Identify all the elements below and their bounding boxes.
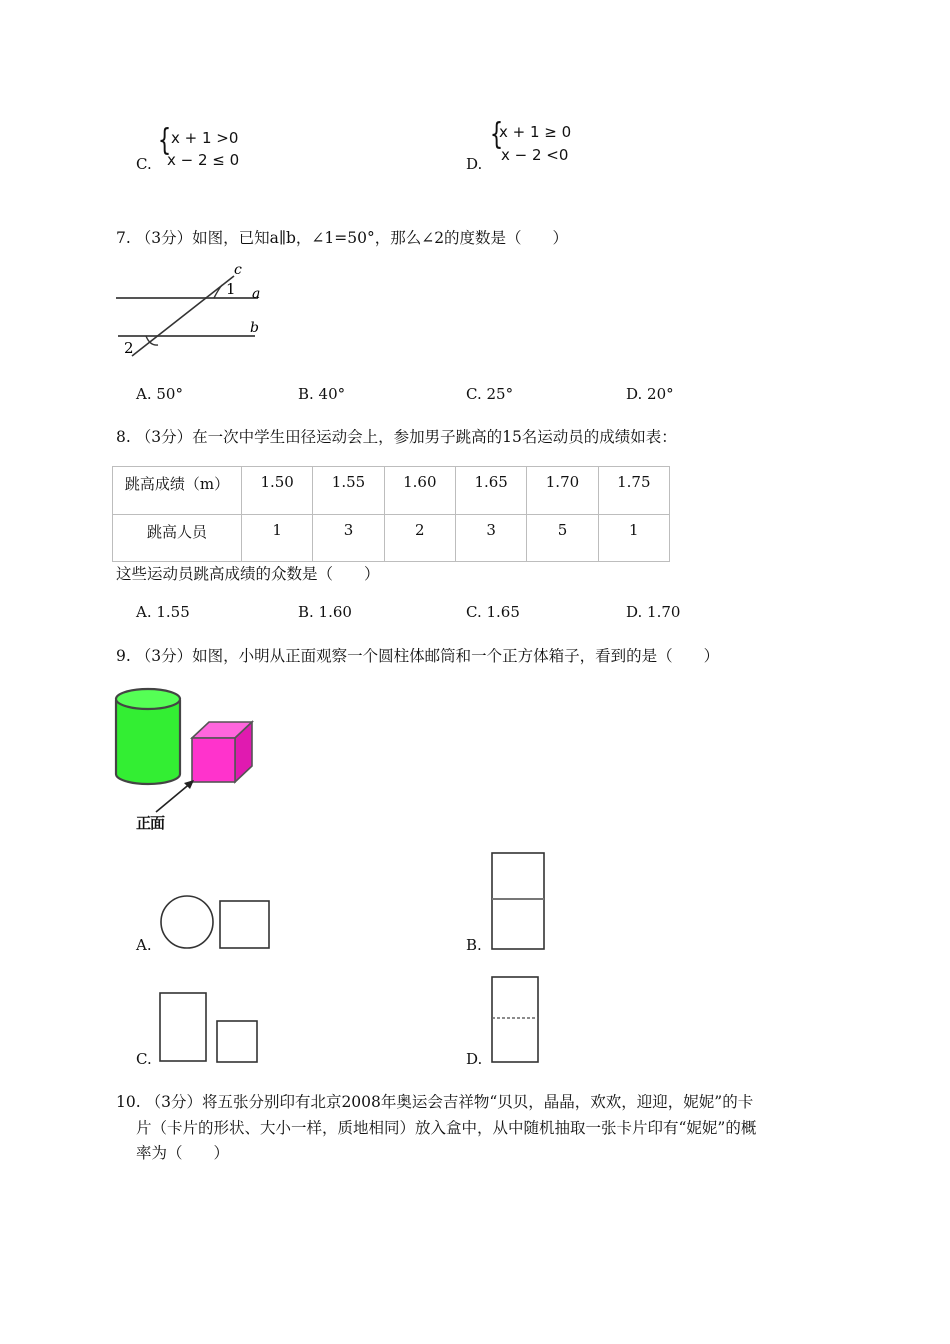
square-shape bbox=[220, 901, 269, 948]
circle-shape bbox=[161, 896, 213, 948]
rect-shape bbox=[492, 853, 544, 949]
table-header-count: 跳高人员 bbox=[113, 514, 242, 562]
front-view-label: 正面 bbox=[136, 814, 165, 832]
tall-rect-shape bbox=[160, 993, 206, 1061]
score-table bbox=[112, 466, 670, 562]
question-7-text: 7. （3分）如图，已知a∥b，∠1=50°，那么∠2的度数是（ ） bbox=[116, 229, 569, 247]
q8-option-a[interactable]: A. 1.55 bbox=[136, 603, 190, 621]
question-10-line1: 10. （3分）将五张分别印有北京2008年奥运会吉祥物“贝贝，晶晶，欢欢，迎迎，妮妮”的卡 bbox=[116, 1093, 754, 1111]
q7-option-b[interactable]: B. 40° bbox=[298, 385, 346, 403]
cylinder-top bbox=[116, 689, 180, 709]
table-cell: 1.55 bbox=[313, 467, 384, 515]
table-row bbox=[113, 514, 670, 562]
table-cell: 1.75 bbox=[598, 467, 669, 515]
inequality-c-line1: x + 1 >0 bbox=[171, 129, 239, 147]
label-a: a bbox=[252, 286, 261, 302]
table-row bbox=[113, 467, 670, 515]
label-angle1: 1 bbox=[226, 280, 236, 298]
cylinder-body bbox=[116, 700, 180, 784]
transversal-c bbox=[132, 276, 234, 356]
cylinder-and-cube-figure bbox=[112, 682, 272, 817]
table-cell: 1.50 bbox=[242, 467, 313, 515]
question-10-line3: 率为（ ） bbox=[136, 1144, 230, 1162]
q8-option-b[interactable]: B. 1.60 bbox=[298, 603, 352, 621]
brace-icon: { bbox=[489, 117, 504, 152]
square-shape bbox=[217, 1021, 257, 1062]
table-cell: 1 bbox=[598, 514, 669, 562]
option-c-letter: C. bbox=[136, 155, 152, 173]
brace-icon: { bbox=[157, 123, 172, 158]
label-c: c bbox=[234, 262, 242, 278]
question-8-prompt: 这些运动员跳高成绩的众数是（ ） bbox=[116, 565, 380, 583]
q8-option-d[interactable]: D. 1.70 bbox=[626, 603, 681, 621]
table-header-score: 跳高成绩（m） bbox=[113, 467, 242, 515]
table-cell: 5 bbox=[527, 514, 598, 562]
q9-option-d-letter[interactable]: D. bbox=[466, 1050, 483, 1068]
parallel-lines-figure bbox=[110, 260, 280, 360]
question-8-text: 8. （3分）在一次中学生田径运动会上，参加男子跳高的15名运动员的成绩如表： bbox=[116, 428, 677, 446]
question-10-line2: 片（卡片的形状、大小一样，质地相同）放入盒中，从中随机抽取一张卡片印有“妮妮”的概 bbox=[136, 1119, 757, 1137]
inequality-c-line2: x − 2 ≤ 0 bbox=[167, 151, 240, 169]
q9-option-a-letter[interactable]: A. bbox=[136, 936, 152, 954]
question-9-text: 9. （3分）如图，小明从正面观察一个圆柱体邮筒和一个正方体箱子，看到的是（ ） bbox=[116, 647, 720, 665]
q7-option-a[interactable]: A. 50° bbox=[136, 385, 183, 403]
option-b-figure[interactable] bbox=[488, 850, 550, 954]
q7-option-d[interactable]: D. 20° bbox=[626, 385, 674, 403]
table-cell: 2 bbox=[384, 514, 455, 562]
view-arrow bbox=[156, 782, 192, 812]
label-b: b bbox=[250, 320, 259, 336]
inequality-d-line1: x + 1 ≥ 0 bbox=[499, 123, 572, 141]
q9-option-c-letter[interactable]: C. bbox=[136, 1050, 152, 1068]
option-c-figure[interactable] bbox=[156, 988, 264, 1068]
q9-option-b-letter[interactable]: B. bbox=[466, 936, 482, 954]
table-cell: 1.60 bbox=[384, 467, 455, 515]
table-cell: 1 bbox=[242, 514, 313, 562]
table-cell: 3 bbox=[313, 514, 384, 562]
option-d-letter: D. bbox=[466, 155, 483, 173]
label-angle2: 2 bbox=[124, 339, 134, 357]
option-a-figure[interactable] bbox=[158, 894, 274, 954]
inequality-d-line2: x − 2 <0 bbox=[501, 146, 569, 164]
q7-option-c[interactable]: C. 25° bbox=[466, 385, 514, 403]
rect-shape bbox=[492, 977, 538, 1062]
q8-option-c[interactable]: C. 1.65 bbox=[466, 603, 520, 621]
table-cell: 1.65 bbox=[455, 467, 526, 515]
table-cell: 1.70 bbox=[527, 467, 598, 515]
cube-front bbox=[192, 738, 235, 782]
option-d-figure[interactable] bbox=[487, 973, 545, 1067]
table-cell: 3 bbox=[455, 514, 526, 562]
